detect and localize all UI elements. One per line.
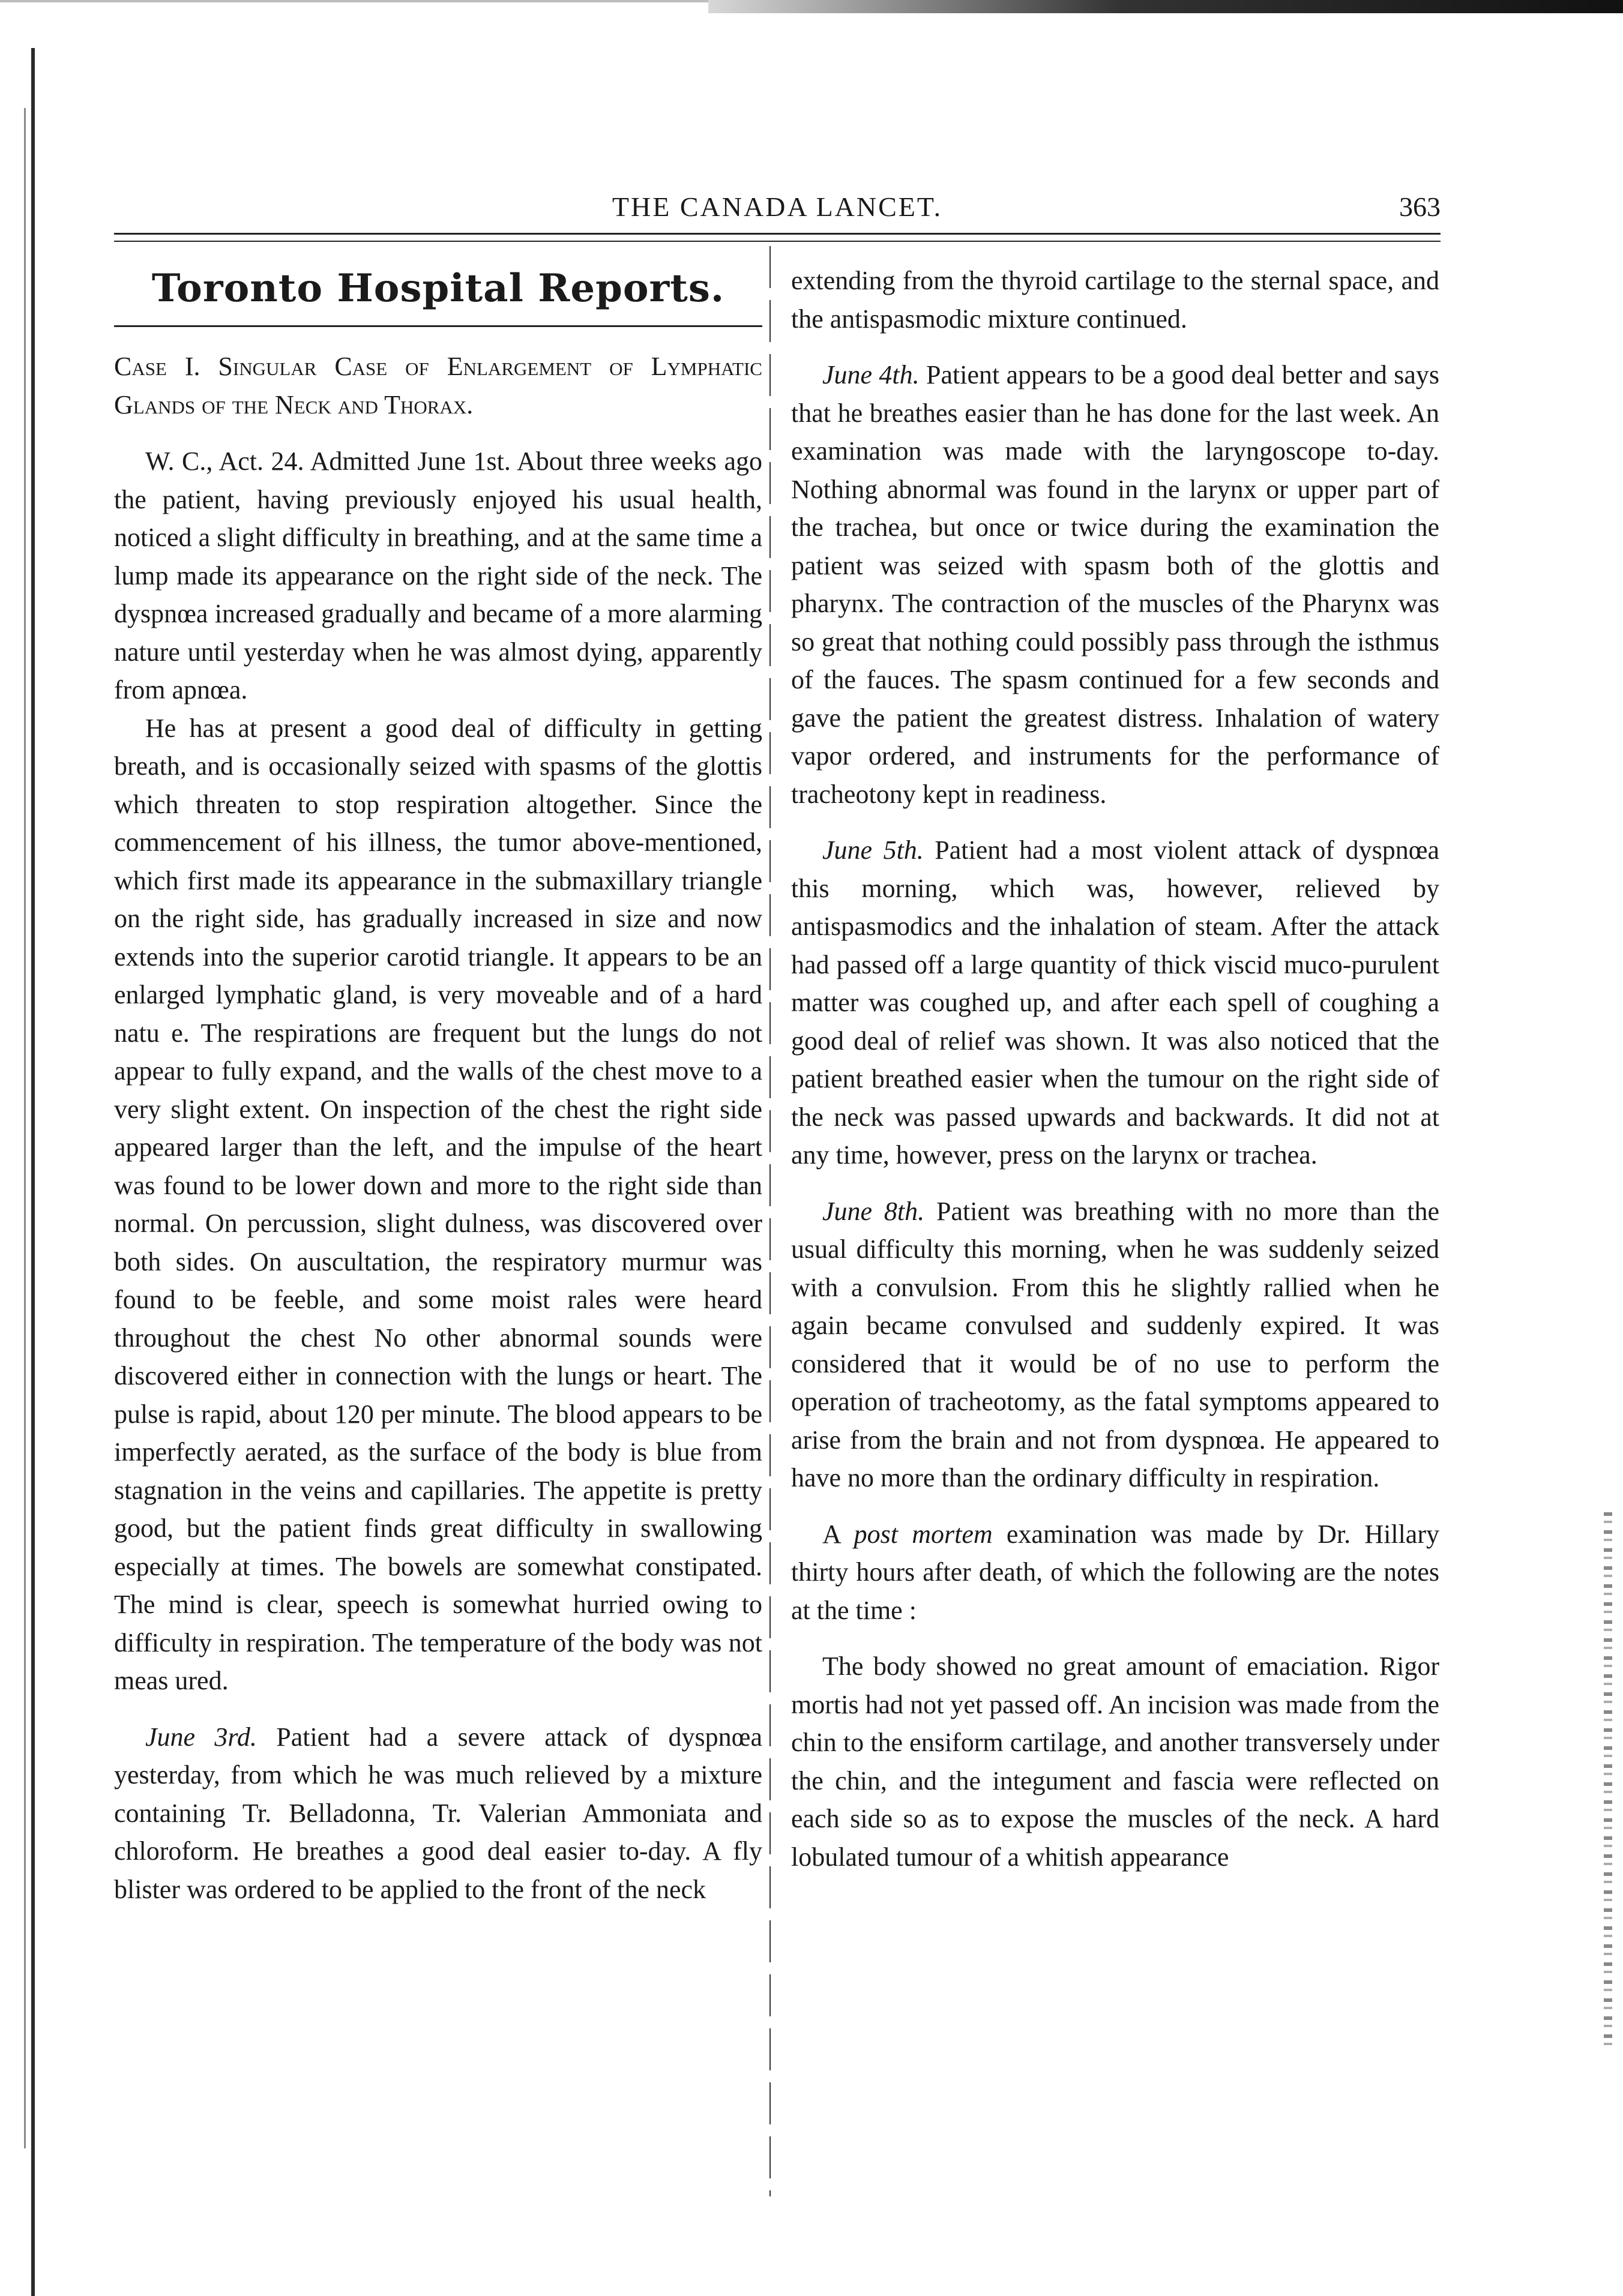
- entry-date: June 3rd.: [145, 1722, 257, 1752]
- header-rule: [114, 233, 1441, 242]
- emphasis-text: post mortem: [854, 1519, 993, 1549]
- paragraph: [791, 356, 1439, 813]
- scan-edge-top: [708, 0, 1623, 13]
- paragraph: [791, 1515, 1439, 1630]
- paragraph: [114, 1718, 762, 1909]
- entry-date: June 4th.: [822, 360, 920, 389]
- paragraph: He has at present a good deal of difficulty in getting breath, and is occasionally seized with spasms of the glottis which threaten to stop respiration altogether. Since the commencement of his illness, the tumor above-mentioned, which first made its appearance in the submaxillary triangle on the right side, has gradually increased in size and now extends into the superior carotid triangle. It appears to be an enlarged lymphatic gland, is very moveable and of a hard natu e. The respirations are frequent but the lungs do not appear to fully expand, and the walls of the chest move to a very slight extent. On inspection of the chest the right side appeared larger than the left, and the impulse of the heart was found to be lower down and more to the right side than normal. On percussion, slight dulness, was discovered over both sides. On auscultation, the respiratory murmur was found to be feeble, and some moist rales were heard throughout the chest No other abnormal sounds were discovered either in connection with the lungs or heart. The pulse is rapid, about 120 per minute. The blood appears to be imperfectly aerated, as the surface of the body is blue from stagnation in the veins and capillaries. The appetite is pretty good, but the patient finds great difficulty in swallowing especially at times. The bowels are somewhat constipated. The mind is clear, speech is somewhat hurried owing to difficulty in respiration. The temperature of the body was not meas ured.: [114, 713, 762, 1695]
- paragraph: W. C., Act. 24. Admitted June 1st. About three weeks ago the patient, having previously enjoyed his usual health, noticed a slight difficulty in breathing, and at the same time a lump made its appearance on the right side of the neck. The dyspnœa increased gradually and became of a more alarming nature until yesterday when he was almost dying, apparently from apnœa.: [114, 446, 762, 705]
- entry-date: June 8th.: [822, 1196, 925, 1226]
- binding-shadow-left: [24, 108, 26, 2148]
- column-divider: [769, 246, 771, 2196]
- entry-text: Patient was breathing with no more than the usual difficulty this morning, when he was suddenly seized with a convulsion. From this he slightly rallied when he again became convulsed and suddenly expired. It was considered that it would be of no use to perform the operation of tracheotomy, as the fatal symptoms appeared to arise from the brain and not from dyspnœa. He appeared to have no more than the ordinary difficulty in respiration.: [791, 1196, 1439, 1492]
- case-heading: Case I. Singular Case of Enlargement of Lymphatic Glands of the Neck and Thorax.: [114, 352, 762, 419]
- title-rule: [114, 325, 762, 327]
- entry-text: Patient had a severe attack of dyspnœa yesterday, from which he was much relieved by a mixture containing Tr. Belladonna, Tr. Valerian Ammoniata and chloroform. He breathes a good deal easier to-day. A fly blister was ordered to be applied to the front of the neck: [114, 1722, 762, 1904]
- paragraph: [791, 1192, 1439, 1497]
- entry-date: June 5th.: [822, 835, 924, 865]
- section-title: Toronto Hospital Reports.: [151, 266, 725, 311]
- paragraph: extending from the thyroid cartilage to the sternal space, and the antispasmodic mixture continued.: [791, 266, 1439, 334]
- right-column: [791, 246, 1439, 2250]
- entry-text: Patient appears to be a good deal better and says that he breathes easier than he has done for the last week. An examination was made with the laryngoscope to-day. Nothing abnormal was found in the larynx or upper part of the trachea, but once or twice during the examination the patient was seized with spasm both of the glottis and pharynx. The contraction of the muscles of the Pharynx was so great that nothing could possibly pass through the isthmus of the fauces. The spasm continued for a few seconds and gave the patient the greatest distress. Inhalation of watery vapor ordered, and instruments for the performance of tracheotony kept in readiness.: [791, 360, 1439, 809]
- paragraph: [791, 831, 1439, 1174]
- left-column: [114, 246, 762, 2250]
- page-number: 363: [1399, 191, 1441, 222]
- entry-text: examination was made by Dr. Hillary thirty hours after death, of which the following are the notes at the time :: [791, 1519, 1439, 1625]
- page-header: [114, 191, 1441, 227]
- scan-edge-top-thin: [0, 0, 708, 2]
- running-title: THE CANADA LANCET.: [612, 191, 943, 222]
- binding-edge-left: [31, 48, 35, 2296]
- paragraph: The body showed no great amount of emaciation. Rigor mortis had not yet passed off. An incision was made from the chin to the ensiform cartilage, and another transversely under the chin, and the integument and fascia were reflected on each side so as to expose the muscles of the neck. A hard lobulated tumour of a whitish appearance: [791, 1651, 1439, 1872]
- binding-edge-right: [1604, 1512, 1612, 2052]
- entry-text: A: [822, 1519, 854, 1549]
- entry-text: Patient had a most violent attack of dyspnœa this morning, which was, however, relieved by antispasmodics and the inhalation of steam. After the attack had passed off a large quantity of thick viscid muco-purulent matter was coughed up, and after each spell of coughing a good deal of relief was shown. It was also noticed that the patient breathed easier when the tumour on the right side of the neck was passed upwards and backwards. It did not at any time, however, press on the larynx or trachea.: [791, 835, 1439, 1170]
